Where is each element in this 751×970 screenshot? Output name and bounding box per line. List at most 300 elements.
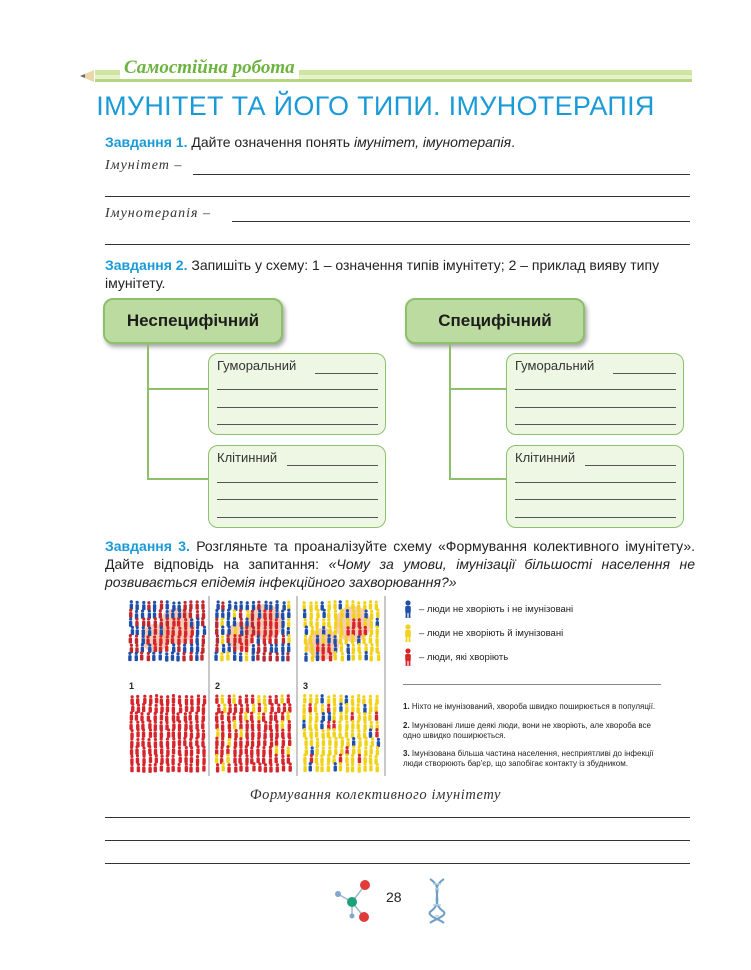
person-figure xyxy=(148,609,151,618)
person-figure xyxy=(346,626,349,635)
person-figure xyxy=(327,634,330,643)
person-figure xyxy=(142,746,145,755)
person-figure xyxy=(149,703,152,712)
person-figure xyxy=(314,720,317,729)
person-figure xyxy=(135,711,138,720)
person-figure xyxy=(303,728,306,737)
person-figure xyxy=(166,755,169,764)
person-figure xyxy=(130,763,133,772)
person-figure xyxy=(333,703,336,712)
person-figure xyxy=(258,763,261,772)
person-figure xyxy=(357,694,360,703)
person-figure xyxy=(369,600,372,609)
person-figure xyxy=(221,635,224,644)
person-figure xyxy=(274,712,277,721)
person-figure xyxy=(171,635,174,644)
task1-text xyxy=(105,133,695,151)
person-icon xyxy=(403,648,413,666)
person-figure xyxy=(140,712,143,721)
answer-line[interactable] xyxy=(515,517,676,518)
person-figure xyxy=(202,762,205,771)
person-figure xyxy=(227,643,230,652)
person-figure xyxy=(286,711,289,720)
person-figure xyxy=(216,600,219,609)
person-figure xyxy=(340,626,343,635)
person-figure xyxy=(258,609,261,618)
person-figure xyxy=(315,694,318,703)
person-figure xyxy=(154,712,157,721)
person-figure xyxy=(311,652,314,661)
person-figure xyxy=(196,643,199,652)
person-figure xyxy=(221,729,224,738)
person-figure xyxy=(201,617,204,626)
person-figure xyxy=(172,643,175,652)
person-figure xyxy=(129,617,132,626)
person-figure xyxy=(309,712,312,721)
person-figure xyxy=(189,721,192,730)
person-figure xyxy=(136,728,139,737)
person-figure xyxy=(130,600,133,609)
person-figure xyxy=(245,720,248,729)
person-figure xyxy=(221,694,224,703)
person-figure xyxy=(375,763,378,772)
person-figure xyxy=(264,763,267,772)
person-figure xyxy=(195,635,198,644)
person-figure xyxy=(238,695,241,704)
person-figure xyxy=(263,695,266,704)
person-figure xyxy=(142,626,145,635)
person-figure xyxy=(310,737,313,746)
person-figure xyxy=(309,694,312,703)
person-figure xyxy=(245,729,248,738)
person-figure xyxy=(338,720,341,729)
person-figure xyxy=(269,601,272,610)
person-figure xyxy=(195,600,198,609)
person-figure xyxy=(232,694,235,703)
person-figure xyxy=(214,651,217,660)
person-figure xyxy=(375,635,378,644)
person-figure xyxy=(327,695,330,704)
person-figure xyxy=(269,746,272,755)
person-figure xyxy=(137,763,140,772)
person-figure xyxy=(245,745,248,754)
person-figure xyxy=(183,601,186,610)
person-figure xyxy=(176,652,179,661)
person-figure xyxy=(283,703,286,712)
person-figure xyxy=(177,643,180,652)
person-figure xyxy=(322,634,325,643)
person-figure xyxy=(256,754,259,763)
answer-line[interactable] xyxy=(105,196,690,197)
task3-instructions: Розгляньте та проаналізуйте схему «Формування колективного імунітету». Дайте відповідь на запитання: xyxy=(105,538,695,572)
person-figure xyxy=(166,703,169,712)
task1-suffix: . xyxy=(511,134,515,150)
person-figure xyxy=(149,695,152,704)
person-figure xyxy=(165,652,168,661)
person-figure xyxy=(315,728,318,737)
person-figure xyxy=(275,626,278,635)
person-figure xyxy=(357,610,360,619)
answer-line[interactable] xyxy=(217,499,378,500)
legend-item: – люди не хворіють і не імунізовані xyxy=(419,604,574,615)
person-figure xyxy=(311,626,314,635)
person-figure xyxy=(281,745,284,754)
person-figure xyxy=(189,652,192,661)
person-figure xyxy=(142,601,145,610)
person-figure xyxy=(258,703,261,712)
person-figure xyxy=(220,652,223,661)
person-figure xyxy=(130,644,133,653)
answer-line[interactable] xyxy=(105,244,690,245)
person-figure xyxy=(256,651,259,660)
divider xyxy=(403,684,661,685)
herd-immunity-figure xyxy=(125,596,387,776)
person-figure xyxy=(345,600,348,609)
person-figure xyxy=(327,609,330,618)
person-figure xyxy=(328,737,331,746)
person-figure xyxy=(352,651,355,660)
panel-number: 3 xyxy=(303,681,309,691)
answer-line[interactable] xyxy=(105,817,690,818)
person-figure xyxy=(190,618,193,627)
humoral-label: Гуморальний xyxy=(217,358,297,373)
person-figure xyxy=(357,643,360,652)
person-figure xyxy=(362,695,365,704)
person-figure xyxy=(316,609,319,618)
person-figure xyxy=(154,626,157,635)
answer-line[interactable] xyxy=(613,373,676,374)
person-figure xyxy=(363,601,366,610)
note-number: 1. xyxy=(403,702,410,711)
answer-line[interactable] xyxy=(217,482,378,483)
humoral-box-nonspecific xyxy=(208,353,386,435)
person-figure xyxy=(251,610,254,619)
person-figure xyxy=(239,762,242,771)
task1-label: Завдання 1. xyxy=(105,134,188,150)
person-figure xyxy=(148,763,151,772)
task2-instructions: Запишіть у схему: 1 – означення типів імунітету; 2 – приклад вияву типу імунітету. xyxy=(105,257,660,291)
person-figure xyxy=(364,609,367,618)
person-figure xyxy=(347,651,350,660)
person-figure xyxy=(303,754,306,763)
person-figure xyxy=(240,618,243,627)
person-figure xyxy=(190,703,193,712)
person-figure xyxy=(263,737,266,746)
person-figure xyxy=(358,754,361,763)
person-figure xyxy=(281,720,284,729)
person-figure xyxy=(275,618,278,627)
person-figure xyxy=(246,601,249,610)
answer-line[interactable] xyxy=(232,221,690,222)
person-figure xyxy=(346,763,349,772)
person-figure xyxy=(142,763,145,772)
person-figure xyxy=(316,643,319,652)
person-figure xyxy=(130,729,133,738)
person-figure xyxy=(128,652,131,661)
person-figure xyxy=(280,694,283,703)
person-figure xyxy=(233,617,236,626)
person-figure xyxy=(264,703,267,712)
person-figure xyxy=(370,626,373,635)
answer-line[interactable] xyxy=(515,482,676,483)
person-figure xyxy=(154,704,157,713)
person-figure xyxy=(257,627,260,636)
specific-box: Специфічний xyxy=(405,298,585,344)
person-figure xyxy=(369,728,372,737)
person-figure xyxy=(316,762,319,771)
figure-legend xyxy=(403,600,703,670)
person-figure xyxy=(370,652,373,661)
person-figure xyxy=(282,762,285,771)
person-figure xyxy=(351,703,354,712)
connector xyxy=(147,478,209,480)
person-figure xyxy=(178,627,181,636)
person-figure xyxy=(222,644,225,653)
person-figure xyxy=(179,704,182,713)
person-figure xyxy=(339,600,342,609)
person-figure xyxy=(216,763,219,772)
person-figure xyxy=(166,626,169,635)
person-figure xyxy=(223,704,226,713)
person-figure xyxy=(257,729,260,738)
panel-number: 1 xyxy=(129,681,135,691)
person-figure xyxy=(159,635,162,644)
person-figure xyxy=(153,729,156,738)
person-figure xyxy=(275,737,278,746)
person-figure xyxy=(370,617,373,626)
person-figure xyxy=(142,703,145,712)
person-figure xyxy=(153,609,156,618)
person-figure xyxy=(227,763,230,772)
person-figure xyxy=(269,652,272,661)
person-figure xyxy=(240,643,243,652)
answer-line[interactable] xyxy=(217,517,378,518)
person-figure xyxy=(345,729,348,738)
person-figure xyxy=(239,737,242,746)
answer-line[interactable] xyxy=(515,407,676,408)
person-figure xyxy=(233,651,236,660)
person-figure xyxy=(320,694,323,703)
person-figure xyxy=(190,635,193,644)
person-figure xyxy=(142,635,145,644)
person-figure xyxy=(196,763,199,772)
person-figure xyxy=(244,712,247,721)
answer-line[interactable] xyxy=(315,373,378,374)
person-figure xyxy=(141,609,144,618)
person-figure xyxy=(221,601,224,610)
person-figure xyxy=(153,601,156,610)
person-figure xyxy=(251,694,254,703)
person-figure xyxy=(363,762,366,771)
person-figure xyxy=(166,695,169,704)
person-figure xyxy=(215,626,218,635)
person-figure xyxy=(264,617,267,626)
person-figure xyxy=(178,737,181,746)
person-figure xyxy=(159,651,162,660)
person-figure xyxy=(264,601,267,610)
person-figure xyxy=(369,695,372,704)
person-figure xyxy=(328,712,331,721)
person-figure xyxy=(322,609,325,618)
answer-line[interactable] xyxy=(105,840,690,841)
person-figure xyxy=(185,763,188,772)
answer-line[interactable] xyxy=(515,424,676,425)
person-figure xyxy=(226,745,229,754)
person-figure xyxy=(345,711,348,720)
person-figure xyxy=(197,694,200,703)
person-figure xyxy=(190,729,193,738)
person-figure xyxy=(352,610,355,619)
person-figure xyxy=(184,754,187,763)
person-figure xyxy=(251,652,254,661)
person-figure xyxy=(250,746,253,755)
person-figure xyxy=(315,618,318,627)
person-figure xyxy=(308,703,311,712)
person-figure xyxy=(275,600,278,609)
person-figure xyxy=(327,644,330,653)
person-figure xyxy=(352,745,355,754)
person-figure xyxy=(364,737,367,746)
person-figure xyxy=(190,754,193,763)
person-figure xyxy=(351,634,354,643)
person-figure xyxy=(287,601,290,610)
person-figure xyxy=(351,720,354,729)
answer-line[interactable] xyxy=(515,389,676,390)
answer-line[interactable] xyxy=(193,174,690,175)
person-figure xyxy=(282,737,285,746)
person-figure xyxy=(171,609,174,618)
answer-line[interactable] xyxy=(217,407,378,408)
person-figure xyxy=(202,746,205,755)
person-figure xyxy=(177,763,180,772)
answer-line[interactable] xyxy=(515,499,676,500)
cellular-label: Клітинний xyxy=(515,450,576,465)
person-figure xyxy=(245,643,248,652)
person-figure xyxy=(129,721,132,730)
answer-line[interactable] xyxy=(585,465,676,466)
person-figure xyxy=(234,704,237,713)
person-figure xyxy=(315,627,318,636)
person-figure xyxy=(334,618,337,627)
person-icon xyxy=(403,624,413,642)
person-figure xyxy=(275,652,278,661)
person-figure xyxy=(315,746,318,755)
person-figure xyxy=(135,618,138,627)
person-figure xyxy=(215,609,218,618)
answer-line[interactable] xyxy=(105,863,690,864)
person-figure xyxy=(370,643,373,652)
person-figure xyxy=(377,652,380,661)
person-figure xyxy=(345,721,348,730)
person-figure xyxy=(281,712,284,721)
note-text: Імунізована більша частина населення, несприятливі до інфекції люди створюють бар'єр, що запобігає контакту із збудником. xyxy=(403,749,654,768)
person-figure xyxy=(338,729,341,738)
person-figure xyxy=(201,600,204,609)
person-figure xyxy=(136,754,139,763)
person-figure xyxy=(341,652,344,661)
person-figure xyxy=(142,728,145,737)
person-figure xyxy=(131,626,134,635)
nonspecific-box: Неспецифічний xyxy=(103,298,283,344)
person-figure xyxy=(334,626,337,635)
person-figure xyxy=(215,720,218,729)
person-figure xyxy=(369,703,372,712)
answer-line[interactable] xyxy=(217,424,378,425)
person-figure xyxy=(159,609,162,618)
person-figure xyxy=(250,634,253,643)
person-figure xyxy=(352,737,355,746)
person-figure xyxy=(309,728,312,737)
person-figure xyxy=(309,762,312,771)
person-figure xyxy=(148,643,151,652)
task2-text xyxy=(105,256,695,292)
person-figure xyxy=(287,754,290,763)
person-figure xyxy=(234,763,237,772)
person-figure xyxy=(183,737,186,746)
cellular-box-nonspecific xyxy=(208,445,386,528)
person-figure xyxy=(327,763,330,772)
person-figure xyxy=(263,643,266,652)
person-figure xyxy=(320,763,323,772)
person-figure xyxy=(160,703,163,712)
person-figure xyxy=(339,711,342,720)
person-figure xyxy=(263,626,266,635)
person-figure xyxy=(182,652,185,661)
person-figure xyxy=(130,755,133,764)
answer-line[interactable] xyxy=(217,389,378,390)
person-figure xyxy=(135,652,138,661)
person-figure xyxy=(228,720,231,729)
person-figure xyxy=(166,600,169,609)
person-figure xyxy=(262,746,265,755)
person-figure xyxy=(172,728,175,737)
person-figure xyxy=(304,643,307,652)
person-figure xyxy=(268,635,271,644)
person-figure xyxy=(142,617,145,626)
person-figure xyxy=(135,745,138,754)
person-figure xyxy=(270,729,273,738)
person-figure xyxy=(302,720,305,729)
person-figure xyxy=(233,643,236,652)
person-figure xyxy=(257,737,260,746)
person-figure xyxy=(197,703,200,712)
person-figure xyxy=(304,737,307,746)
person-figure xyxy=(239,652,242,661)
person-figure xyxy=(358,763,361,772)
person-figure xyxy=(202,704,205,713)
person-figure xyxy=(160,626,163,635)
person-figure xyxy=(239,729,242,738)
person-figure xyxy=(172,712,175,721)
legend-item: – люди не хворіють й імунізовані xyxy=(419,628,564,639)
person-figure xyxy=(195,652,198,661)
person-figure xyxy=(329,652,332,661)
person-figure xyxy=(172,703,175,712)
person-figure xyxy=(270,644,273,653)
person-figure xyxy=(147,601,150,610)
person-figure xyxy=(130,738,133,747)
person-figure xyxy=(320,754,323,763)
person-figure xyxy=(340,643,343,652)
person-figure xyxy=(238,634,241,643)
answer-line[interactable] xyxy=(287,465,378,466)
person-figure xyxy=(281,626,284,635)
person-figure xyxy=(160,600,163,609)
person-figure xyxy=(149,754,152,763)
person-figure xyxy=(351,600,354,609)
person-figure xyxy=(358,651,361,660)
person-figure xyxy=(233,634,236,643)
